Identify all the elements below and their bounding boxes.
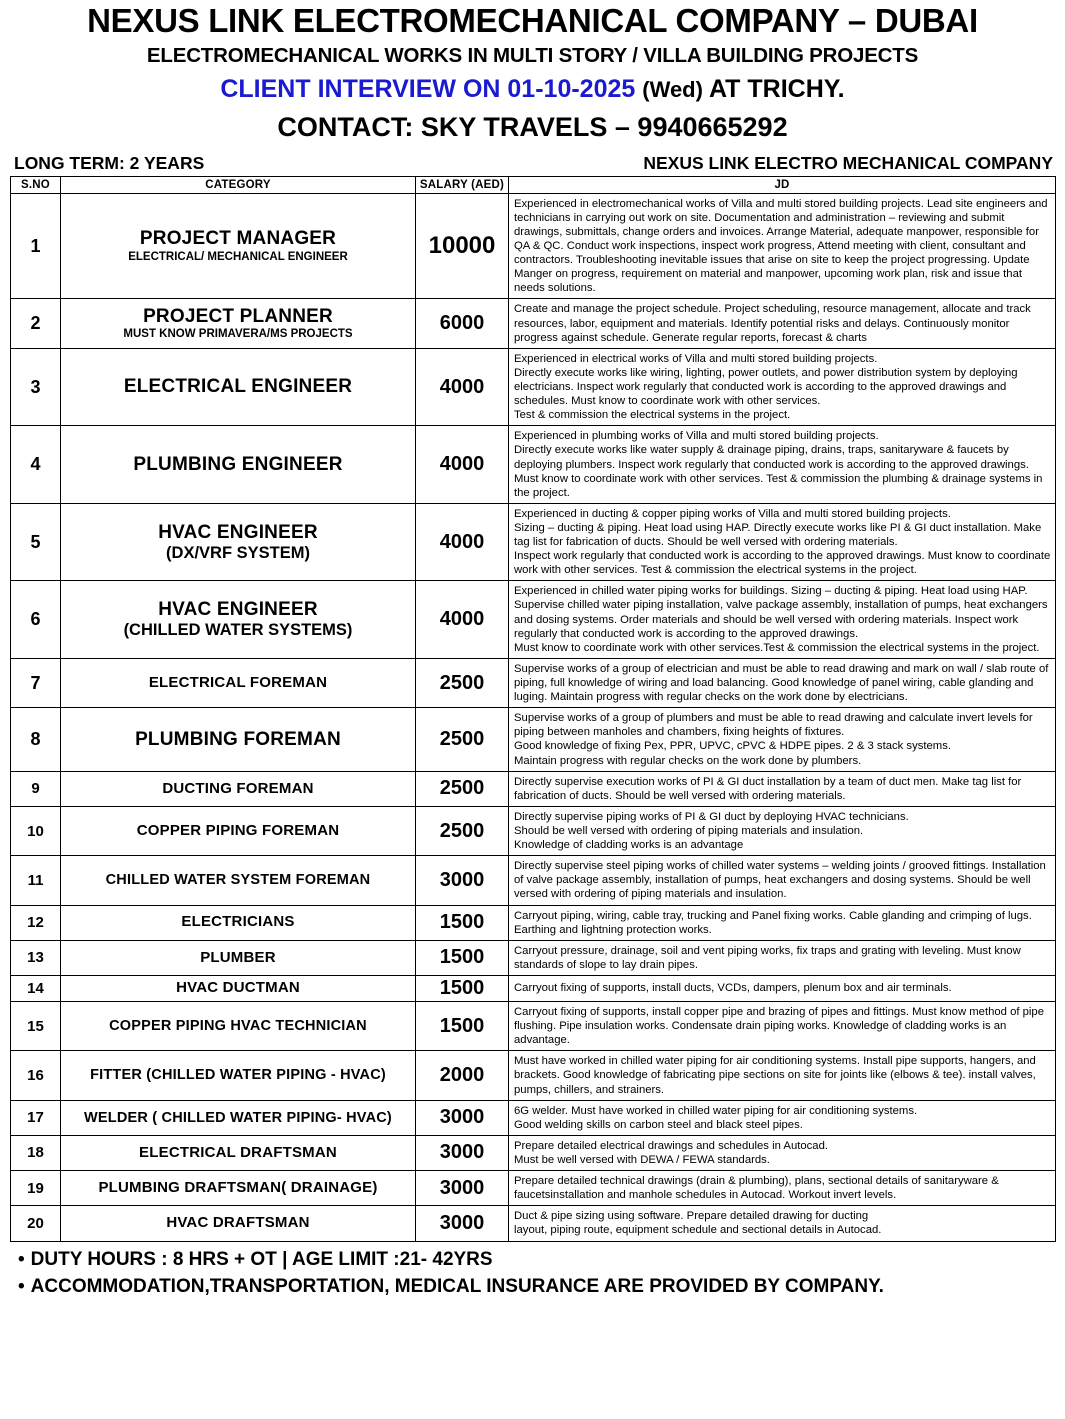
row-jd-line: Directly supervise execution works of PI & GI duct installation by a team of duct men. Make tag list for fabrication of ducts. Should be well versed with ordering materials. bbox=[514, 775, 1022, 802]
row-category bbox=[61, 1135, 416, 1170]
row-jd-line: Supervise works of a group of plumbers and must be able to read drawing and calculate invert levels for piping between manholes and chambers, fixing heights of fixtures. bbox=[514, 712, 1033, 739]
table-row bbox=[11, 193, 1056, 299]
row-category bbox=[61, 1002, 416, 1051]
row-category bbox=[61, 348, 416, 426]
row-jd bbox=[509, 708, 1056, 771]
benefits-text: ACCOMMODATION,TRANSPORTATION, MEDICAL INSURANCE ARE PROVIDED BY COMPANY. bbox=[30, 1275, 884, 1297]
row-category-main: PROJECT MANAGER bbox=[139, 227, 337, 249]
row-sno: 12 bbox=[11, 905, 61, 940]
row-category bbox=[61, 1206, 416, 1241]
row-salary: 4000 bbox=[416, 348, 509, 426]
row-jd bbox=[509, 193, 1056, 299]
interview-day-text: (Wed) bbox=[642, 76, 703, 102]
column-header-jd: JD bbox=[509, 176, 1056, 193]
row-sno: 18 bbox=[11, 1135, 61, 1170]
row-salary: 4000 bbox=[416, 503, 509, 581]
table-row bbox=[11, 581, 1056, 659]
row-category-main: PLUMBING ENGINEER bbox=[133, 453, 343, 475]
table-row bbox=[11, 426, 1056, 504]
row-jd bbox=[509, 1002, 1056, 1051]
row-sno: 17 bbox=[11, 1100, 61, 1135]
table-row bbox=[11, 1206, 1056, 1241]
row-category-main: HVAC ENGINEER bbox=[158, 599, 318, 621]
row-jd-line: Inspect work regularly that conducted work is according to the approved drawings. Must know to coordinate work with other services. Test & commission the electrical systems in the project. bbox=[514, 550, 1051, 577]
row-salary: 10000 bbox=[416, 193, 509, 299]
bullet-icon: • bbox=[18, 1248, 25, 1270]
row-jd bbox=[509, 771, 1056, 806]
row-jd bbox=[509, 426, 1056, 504]
row-category bbox=[61, 1171, 416, 1206]
row-category-main: ELECTRICAL FOREMAN bbox=[148, 673, 328, 691]
table-row bbox=[11, 806, 1056, 855]
row-salary: 4000 bbox=[416, 581, 509, 659]
row-sno: 6 bbox=[11, 581, 61, 659]
row-sno: 2 bbox=[11, 299, 61, 348]
row-jd-line: Should be well versed with ordering of piping materials and insulation. bbox=[514, 825, 864, 838]
row-category-main: WELDER ( CHILLED WATER PIPING- HVAC) bbox=[84, 1109, 392, 1126]
row-jd bbox=[509, 905, 1056, 940]
row-jd-line: Duct & pipe sizing using software. Prepare detailed drawing for ducting bbox=[514, 1210, 869, 1223]
row-salary: 1500 bbox=[416, 976, 509, 1002]
row-jd-line: Prepare detailed electrical drawings and schedules in Autocad. bbox=[514, 1139, 828, 1152]
row-sno: 8 bbox=[11, 708, 61, 771]
row-salary: 3000 bbox=[416, 856, 509, 905]
row-jd-line: Knowledge of cladding works is an advantage bbox=[514, 839, 744, 852]
footer-notes bbox=[10, 1249, 1055, 1298]
row-jd-line: Good knowledge of fixing Pex, PPR, UPVC, cPVC & HDPE pipes. 2 & 3 stack systems. bbox=[514, 740, 951, 753]
row-category bbox=[61, 1100, 416, 1135]
row-jd-line: Experienced in ducting & copper piping works of Villa and multi stored building projects. bbox=[514, 507, 951, 520]
row-category-main: DUCTING FOREMAN bbox=[162, 779, 314, 797]
row-jd-line: Sizing – ducting & piping. Heat load using HAP. Directly execute works like PI & GI duct installation. Make tag list for fabrication of ducts. Should be well versed with ordering materials. bbox=[514, 521, 1042, 549]
table-row bbox=[11, 1135, 1056, 1170]
row-salary: 1500 bbox=[416, 940, 509, 975]
row-jd bbox=[509, 348, 1056, 426]
table-row bbox=[11, 1002, 1056, 1051]
row-sno: 9 bbox=[11, 771, 61, 806]
row-sno: 14 bbox=[11, 976, 61, 1002]
company-name-label: NEXUS LINK ELECTRO MECHANICAL COMPANY bbox=[643, 152, 1053, 173]
row-category-main: ELECTRICAL DRAFTSMAN bbox=[139, 1143, 337, 1161]
row-jd-line: Must know to coordinate work with other services.Test & commission the electrical systems in the project. bbox=[514, 641, 1040, 654]
benefits-note bbox=[18, 1276, 1055, 1298]
row-jd bbox=[509, 1135, 1056, 1170]
row-category bbox=[61, 426, 416, 504]
row-category-main: COPPER PIPING FOREMAN bbox=[136, 821, 340, 839]
row-jd bbox=[509, 1051, 1056, 1100]
row-salary: 3000 bbox=[416, 1135, 509, 1170]
row-jd-line: Directly supervise piping works of PI & GI duct by deploying HVAC technicians. bbox=[514, 810, 909, 823]
row-jd-line: Test & commission the electrical systems in the project. bbox=[514, 409, 791, 422]
row-sno: 3 bbox=[11, 348, 61, 426]
row-salary: 3000 bbox=[416, 1171, 509, 1206]
row-jd-line: Supervise works of a group of electrician and must be able to read drawing and mark on wall / slab route of piping, full knowledge of wiring and load balancing. Good knowledge of panel wiring, cable glanding and luging. Maintain progress with regular checks on the work done by electricians. bbox=[514, 662, 1049, 704]
row-category-main: PLUMBER bbox=[200, 948, 276, 966]
row-category-main: COPPER PIPING HVAC TECHNICIAN bbox=[109, 1017, 367, 1034]
column-header-salary: SALARY (AED) bbox=[416, 176, 509, 193]
row-jd bbox=[509, 658, 1056, 707]
row-jd-line: Good welding skills on carbon steel and black steel pipes. bbox=[514, 1118, 803, 1131]
contact-line: CONTACT: SKY TRAVELS – 9940665292 bbox=[277, 111, 788, 142]
row-jd-line: Must have worked in chilled water piping for air conditioning systems. Install pipe supports, hangers, and brackets. Good knowledge of fabricating pipe sections on site for joints like (elbows & tee). install valves, pumps, chillers, and strainers. bbox=[514, 1055, 1036, 1096]
table-row bbox=[11, 658, 1056, 707]
row-sno: 4 bbox=[11, 426, 61, 504]
row-category bbox=[61, 193, 416, 299]
row-jd-line: Experienced in electrical works of Villa and multi stored building projects. bbox=[514, 352, 878, 365]
row-jd-line: Experienced in chilled water piping works for buildings. Sizing – ducting & piping. Heat load using HAP. Supervise chilled water piping installation, valve package assembly, installation of pumps, heat exchangers and dosing systems. Order materials and should be well versed with ordering materials. Inspect work regularly that conducted work is according to the approved drawings. bbox=[514, 585, 1048, 640]
row-category-main: HVAC DUCTMAN bbox=[176, 979, 300, 997]
row-sno: 11 bbox=[11, 856, 61, 905]
row-category bbox=[61, 708, 416, 771]
row-jd-line: Carryout pressure, drainage, soil and vent piping works, fix traps and grating with leveling. Must know standards of slope to lay drain pipes. bbox=[514, 944, 1021, 971]
table-row bbox=[11, 1051, 1056, 1100]
row-category-main: PROJECT PLANNER bbox=[143, 305, 333, 327]
row-category-main: HVAC DRAFTSMAN bbox=[166, 1214, 310, 1232]
row-category bbox=[61, 905, 416, 940]
row-jd-line: Directly execute works like water supply & drainage piping, drains, traps, sanitaryware & faucets by deploying plumbers. Inspect work regularly that conducted work is according to the approved drawings. Must know to coordinate work with other services. Test & commission the plumbing & drainage systems in the project. bbox=[514, 444, 1043, 499]
row-sno: 15 bbox=[11, 1002, 61, 1051]
row-jd-line: Prepare detailed technical drawings (drain & plumbing), plans, sectional details of sanitaryware & faucetsinstallation and manhole schedules in Autocad. Workout invert levels. bbox=[514, 1175, 999, 1202]
row-jd-line: Carryout piping, wiring, cable tray, trucking and Panel fixing works. Cable glanding and crimping of lugs. Earthing and lightning protection works. bbox=[514, 909, 1032, 936]
table-row bbox=[11, 771, 1056, 806]
row-sno: 1 bbox=[11, 193, 61, 299]
row-category-main: PLUMBING FOREMAN bbox=[135, 728, 341, 750]
row-jd bbox=[509, 503, 1056, 581]
vacancies-table bbox=[10, 176, 1056, 1242]
row-salary: 1500 bbox=[416, 1002, 509, 1051]
interview-announcement bbox=[10, 75, 1055, 104]
row-sno: 20 bbox=[11, 1206, 61, 1241]
row-jd bbox=[509, 856, 1056, 905]
bullet-icon: • bbox=[18, 1275, 25, 1297]
row-category-main: FITTER (CHILLED WATER PIPING - HVAC) bbox=[90, 1067, 386, 1084]
row-category bbox=[61, 658, 416, 707]
row-salary: 2500 bbox=[416, 708, 509, 771]
table-row bbox=[11, 856, 1056, 905]
table-row bbox=[11, 1171, 1056, 1206]
row-jd-line: Carryout fixing of supports, install copper pipe and brazing of pipes and fittings. Must know method of pipe flushing. Pipe insulation works. Condensate drain piping works. Knowledge of cladding works is an advantage. bbox=[514, 1006, 1044, 1047]
table-row bbox=[11, 348, 1056, 426]
row-category bbox=[61, 771, 416, 806]
table-caption-row bbox=[10, 153, 1055, 176]
row-salary: 3000 bbox=[416, 1206, 509, 1241]
row-jd-line: Carryout fixing of supports, install ducts, VCDs, dampers, plenum box and air terminals. bbox=[514, 982, 952, 995]
table-row bbox=[11, 299, 1056, 348]
row-jd bbox=[509, 976, 1056, 1002]
row-jd-line: Experienced in electromechanical works of Villa and multi stored building projects. Lead site engineers and technicians in carrying out work on site. Documentation and administration – reviewing and submit drawings, submittals, change orders and invoices. Arrange Material, adequate manpower, responsible for QA & QC. Conduct work inspections, inspect work progress, Attend meeting with client, consultant and contractors. Troubleshooting inevitable issues that arise on site to keep the project progressing. Update Manger on progress, requirement on material and manpower, upcoming work plan, risk and issue that needs solutions. bbox=[514, 197, 1048, 295]
duty-hours-note bbox=[18, 1249, 1055, 1271]
row-category-line2: (CHILLED WATER SYSTEMS) bbox=[123, 621, 353, 640]
interview-date-text: CLIENT INTERVIEW ON 01-10-2025 bbox=[220, 74, 636, 103]
row-jd bbox=[509, 1171, 1056, 1206]
row-category bbox=[61, 299, 416, 348]
row-sno: 7 bbox=[11, 658, 61, 707]
row-jd-line: Directly execute works like wiring, lighting, power outlets, and power distribution system by deploying electricians. Inspect work regularly that conducted work is according to the approved drawings and schedules. Must know to coordinate work with other services. bbox=[514, 366, 1018, 408]
table-row bbox=[11, 940, 1056, 975]
table-row bbox=[11, 708, 1056, 771]
row-category bbox=[61, 856, 416, 905]
row-jd-line: 6G welder. Must have worked in chilled water piping for air conditioning systems. bbox=[514, 1104, 918, 1117]
row-category-sub: ELECTRICAL/ MECHANICAL ENGINEER bbox=[128, 250, 348, 263]
row-salary: 2500 bbox=[416, 658, 509, 707]
row-category-sub: MUST KNOW PRIMAVERA/MS PROJECTS bbox=[123, 328, 353, 341]
row-sno: 13 bbox=[11, 940, 61, 975]
row-jd-line: Must be well versed with DEWA / FEWA standards. bbox=[514, 1153, 770, 1166]
row-sno: 5 bbox=[11, 503, 61, 581]
row-jd bbox=[509, 940, 1056, 975]
row-salary: 2500 bbox=[416, 806, 509, 855]
duty-hours-text: DUTY HOURS : 8 HRS + OT | AGE LIMIT :21- 42YRS bbox=[30, 1248, 493, 1270]
row-category bbox=[61, 503, 416, 581]
row-category-line2: (DX/VRF SYSTEM) bbox=[166, 543, 310, 562]
row-jd bbox=[509, 806, 1056, 855]
row-jd-line: layout, piping route, equipment schedule and sectional details in Autocad. bbox=[514, 1224, 882, 1237]
row-jd-line: Experienced in plumbing works of Villa and multi stored building projects. bbox=[514, 430, 879, 443]
row-salary: 1500 bbox=[416, 905, 509, 940]
company-headline: NEXUS LINK ELECTROMECHANICAL COMPANY – DUBAI bbox=[87, 2, 978, 39]
row-category bbox=[61, 581, 416, 659]
row-jd bbox=[509, 1100, 1056, 1135]
row-jd bbox=[509, 1206, 1056, 1241]
row-category-main: CHILLED WATER SYSTEM FOREMAN bbox=[105, 872, 371, 889]
row-salary: 2000 bbox=[416, 1051, 509, 1100]
row-salary: 6000 bbox=[416, 299, 509, 348]
row-jd-line: Create and manage the project schedule. Project scheduling, resource management, allocate and track resources, labor, equipment and materials. Identify potential risks and delays. Continuously monitor progress against schedule. Generate regular reports, forecast & charts bbox=[514, 303, 1031, 344]
table-row bbox=[11, 1100, 1056, 1135]
row-category bbox=[61, 940, 416, 975]
table-header-row bbox=[11, 176, 1056, 193]
column-header-category: CATEGORY bbox=[61, 176, 416, 193]
row-sno: 10 bbox=[11, 806, 61, 855]
row-category-main: HVAC ENGINEER bbox=[158, 521, 318, 543]
scope-subheadline: ELECTROMECHANICAL WORKS IN MULTI STORY / VILLA BUILDING PROJECTS bbox=[146, 43, 919, 67]
table-row bbox=[11, 976, 1056, 1002]
row-category bbox=[61, 1051, 416, 1100]
row-jd-line: Directly supervise steel piping works of chilled water systems – welding joints / grooved fittings. Installation of valve package assembly, installation of pumps, heat exchangers and dosing systems. Should be well versed with ordering of piping materials and insulation. bbox=[514, 860, 1046, 901]
row-sno: 19 bbox=[11, 1171, 61, 1206]
row-salary: 3000 bbox=[416, 1100, 509, 1135]
table-row bbox=[11, 503, 1056, 581]
row-category-main: ELECTRICIANS bbox=[181, 913, 295, 931]
table-row bbox=[11, 905, 1056, 940]
column-header-sno: S.NO bbox=[11, 176, 61, 193]
row-category bbox=[61, 976, 416, 1002]
row-category-main: ELECTRICAL ENGINEER bbox=[123, 376, 353, 398]
row-category bbox=[61, 806, 416, 855]
row-category-main: PLUMBING DRAFTSMAN( DRAINAGE) bbox=[98, 1179, 378, 1196]
interview-location-text: AT TRICHY. bbox=[708, 74, 845, 103]
row-salary: 2500 bbox=[416, 771, 509, 806]
long-term-label: LONG TERM: 2 YEARS bbox=[14, 152, 205, 173]
row-jd bbox=[509, 581, 1056, 659]
row-salary: 4000 bbox=[416, 426, 509, 504]
row-jd-line: Maintain progress with regular checks on the work done by plumbers. bbox=[514, 754, 862, 767]
row-sno: 16 bbox=[11, 1051, 61, 1100]
row-jd bbox=[509, 299, 1056, 348]
